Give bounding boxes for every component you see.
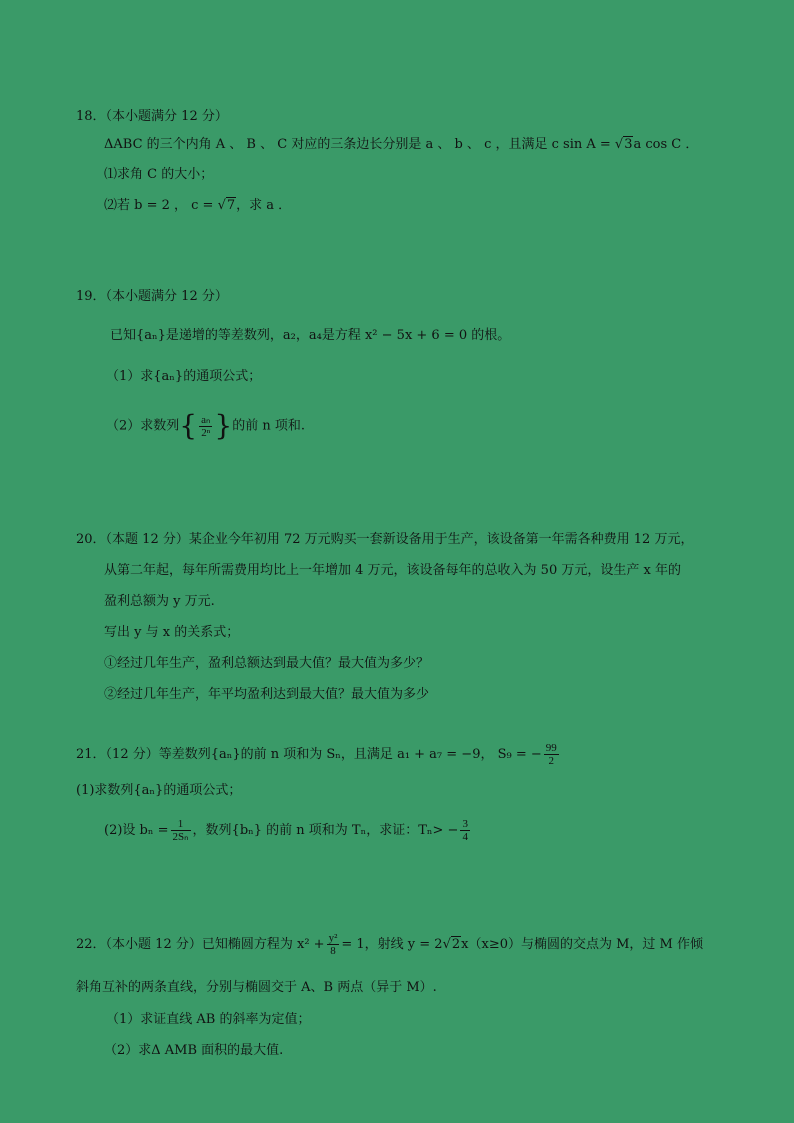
- left-brace-icon: {: [179, 409, 198, 442]
- right-brace-icon: }: [214, 409, 233, 442]
- q20-line1: 20．（本题 12 分）某企业今年初用 72 万元购买一套新设备用于生产，该设备第一年需各种费用 12 万元，: [76, 532, 694, 547]
- q21-stem: [76, 742, 561, 767]
- q19-frac-num: aₙ: [201, 413, 211, 426]
- q18-sqrt-arg: 3: [624, 137, 633, 152]
- q22-frac-den: 8: [330, 945, 336, 957]
- q22-line1-end: x（x≥0）与椭圆的交点为 M，过 M 作倾: [461, 937, 704, 952]
- q22-frac-num: y²: [328, 932, 338, 944]
- sqrt-symbol: √: [217, 198, 226, 213]
- q20-line3: 盈利总额为 y 万元.: [104, 594, 215, 609]
- q22-fraction: [327, 932, 340, 957]
- q22-line2: 斜角互补的两条直线，分别与椭圆交于 A、B 两点（异于 M）.: [76, 980, 437, 995]
- q22-line1: [76, 932, 703, 957]
- q21-frac-c-num: 3: [462, 818, 468, 830]
- q21-part2-mid: ，数列{bₙ} 的前 n 项和为 Tₙ，求证：Tₙ> −: [192, 823, 459, 838]
- q21-part1: (1)求数列{aₙ}的通项公式；: [76, 783, 242, 798]
- q21-frac-b-den: 2Sₙ: [172, 831, 189, 843]
- q22-line1-mid: = 1，射线 y = 2: [341, 937, 443, 952]
- q22-line1-text: 22．（本小题 12 分）已知椭圆方程为 x² +: [76, 937, 325, 952]
- q20-line4: 写出 y 与 x 的关系式；: [104, 625, 240, 640]
- q19-part2-end: 的前 n 项和.: [232, 418, 305, 434]
- sqrt-symbol: √: [614, 137, 624, 152]
- q21-fraction-c: [460, 818, 470, 843]
- q21-frac-c-den: 4: [462, 831, 468, 843]
- q21-fraction: [544, 742, 559, 767]
- q20-line5: ①经过几年生产，盈利总额达到最大值？最大值为多少？: [104, 656, 430, 671]
- q21-part2-text: (2)设 bₙ =: [104, 823, 169, 838]
- q21-frac-den: 2: [548, 755, 555, 767]
- q18-stem: [104, 136, 698, 154]
- q22-sqrt-arg: 2: [451, 937, 461, 952]
- q22-part1: （1）求证直线 AB 的斜率为定值；: [106, 1012, 311, 1027]
- q18-part2-text: ⑵若 b = 2 ， c =: [104, 198, 218, 213]
- q22-part2: （2）求Δ AMB 面积的最大值.: [104, 1043, 284, 1058]
- q18-part2: [104, 197, 291, 215]
- q20-line2: 从第二年起，每年所需费用均比上一年增加 4 万元，该设备每年的总收入为 50 万元，设生产 x 年的: [104, 563, 681, 578]
- q18-stem-text: ΔABC 的三个内角 A 、 B 、 C 对应的三条边长分别是 a 、 b 、 c ，且满足 c sin A =: [104, 137, 615, 152]
- q19-stem: 已知{aₙ}是递增的等差数列，a₂，a₄是方程 x² − 5x + 6 = 0 的根。: [110, 328, 511, 343]
- q19-part1: （1）求{aₙ}的通项公式；: [106, 369, 262, 384]
- q18-part2-end: ，求 a ．: [236, 198, 292, 213]
- q19-part2-text: （2）求数列: [106, 418, 180, 434]
- q18-part2-sqrt: 7: [226, 198, 236, 213]
- q18-header: 18．（本小题满分 12 分）: [76, 109, 228, 124]
- q20-line6: ②经过几年生产，年平均盈利达到最大值？最大值为多少: [104, 687, 430, 702]
- q21-fraction-b: [171, 818, 191, 843]
- q19-fraction: [199, 414, 212, 439]
- q21-stem-text: 21．（12 分）等差数列{aₙ}的前 n 项和为 Sₙ，且满足 a₁ + a₇ = −9， S₉ = −: [76, 747, 542, 762]
- q21-frac-num: 99: [545, 742, 557, 754]
- q21-frac-b-num: 1: [171, 818, 191, 831]
- q19-part2: [106, 409, 305, 442]
- q18-stem-end: a cos C ．: [633, 137, 699, 152]
- q19-frac-den: 2ⁿ: [201, 426, 211, 439]
- q19-header: 19．（本小题满分 12 分）: [76, 289, 228, 304]
- q21-part2: [104, 818, 472, 843]
- q18-part1: ⑴求角 C 的大小；: [104, 167, 214, 182]
- sqrt-symbol: √: [442, 937, 451, 952]
